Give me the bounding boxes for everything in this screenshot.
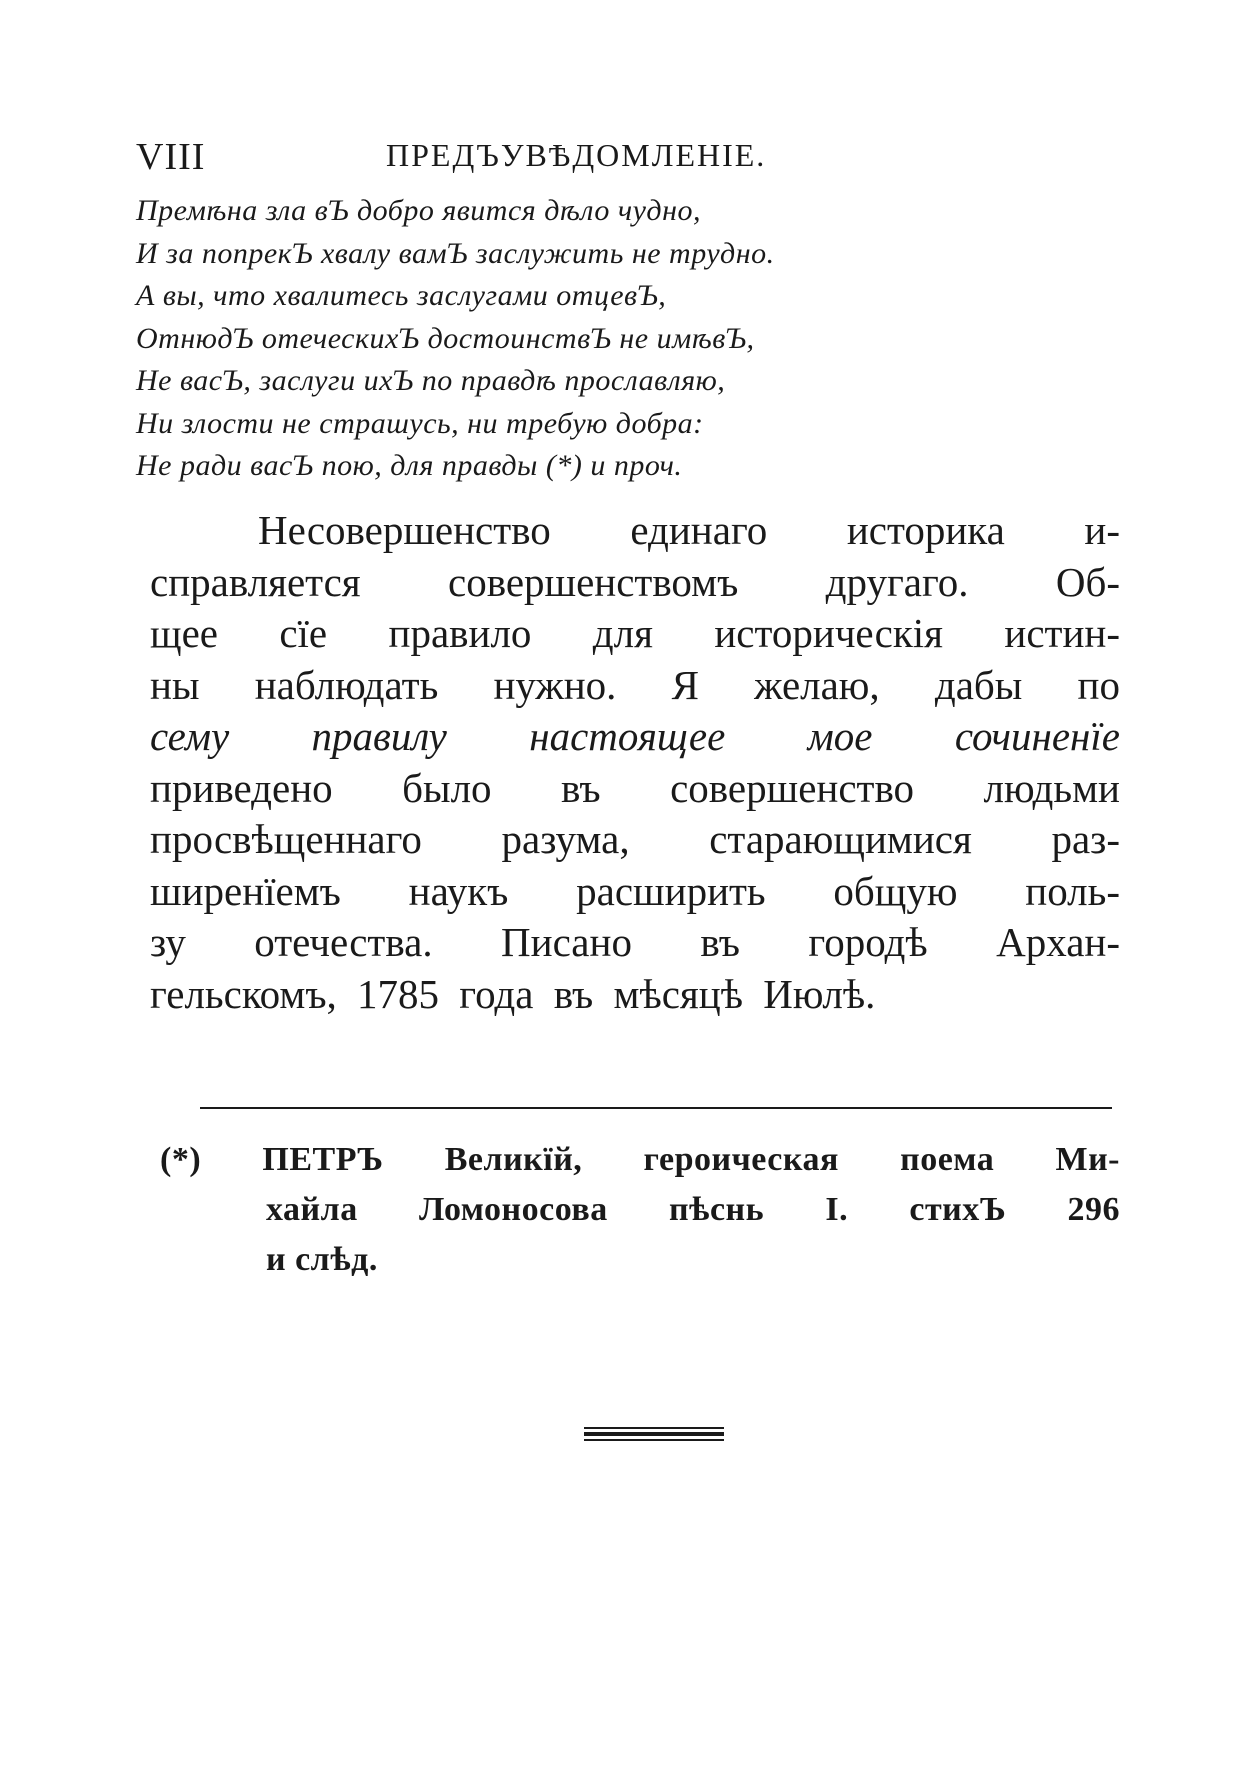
verse-line: И за попрекЪ хвалу вамЪ заслужить не трудно. <box>136 236 775 270</box>
end-ornament <box>584 1427 724 1443</box>
prose-line: просвѣщеннаго разума, старающимися раз- <box>150 816 1120 862</box>
prose-line: зу отечества. Писано въ городѣ Архан- <box>150 919 1120 965</box>
prose-line: гельскомъ, 1785 года въ мѣсяцѣ Июлѣ. <box>150 970 876 1017</box>
footnote-line: и слѣд. <box>266 1241 378 1278</box>
ornament-bar <box>584 1432 724 1436</box>
prose-line: сему правилу настоящее мое сочиненїе <box>150 713 1120 759</box>
verse-block <box>136 190 1016 488</box>
ornament-bar <box>584 1439 724 1441</box>
verse-line: Премѣна зла вЪ добро явится дѣло чудно, <box>136 194 701 227</box>
verse-line: Не ради васЪ пою, для правды (*) и проч. <box>136 449 683 482</box>
footnote <box>160 1135 1120 1285</box>
prose-line: ны наблюдать нужно. Я желаю, дабы по <box>150 661 1120 708</box>
verse-line: ОтнюдЪ отеческихЪ достоинствЪ не имѣвЪ, <box>136 321 755 355</box>
prose-line: щее сїе правило для историческія истин- <box>150 610 1120 656</box>
prose-line: приведено было въ совершенство людьми <box>150 764 1120 811</box>
verse-line: Не васЪ, заслуги ихЪ по правдѣ прославляю, <box>136 364 726 397</box>
footnote-rule <box>200 1107 1112 1109</box>
prose-line: справляется совершенствомъ другаго. Об- <box>150 558 1120 605</box>
verse-line: Ни злости не страшусь, ни требую добра: <box>136 406 704 440</box>
page-header <box>136 135 876 183</box>
prose-line: Несовершенство единаго историка и- <box>258 507 1120 553</box>
running-title: ПРЕДЪУВѢДОМЛЕНІЕ. <box>386 137 767 173</box>
footnote-line: (*) ПЕТРЪ Великїй, героическая поема Ми- <box>160 1141 1120 1178</box>
prose-paragraph <box>150 505 1120 1020</box>
ornament-bar <box>584 1427 724 1429</box>
page-number: VIII <box>136 136 206 178</box>
verse-line: А вы, что хвалитесь заслугами отцевЪ, <box>136 279 667 312</box>
prose-line: ширенїемъ наукъ расширить общую поль- <box>150 867 1120 914</box>
footnote-line: хайла Ломоносова пѣснь I. стихЪ 296 <box>266 1191 1120 1228</box>
